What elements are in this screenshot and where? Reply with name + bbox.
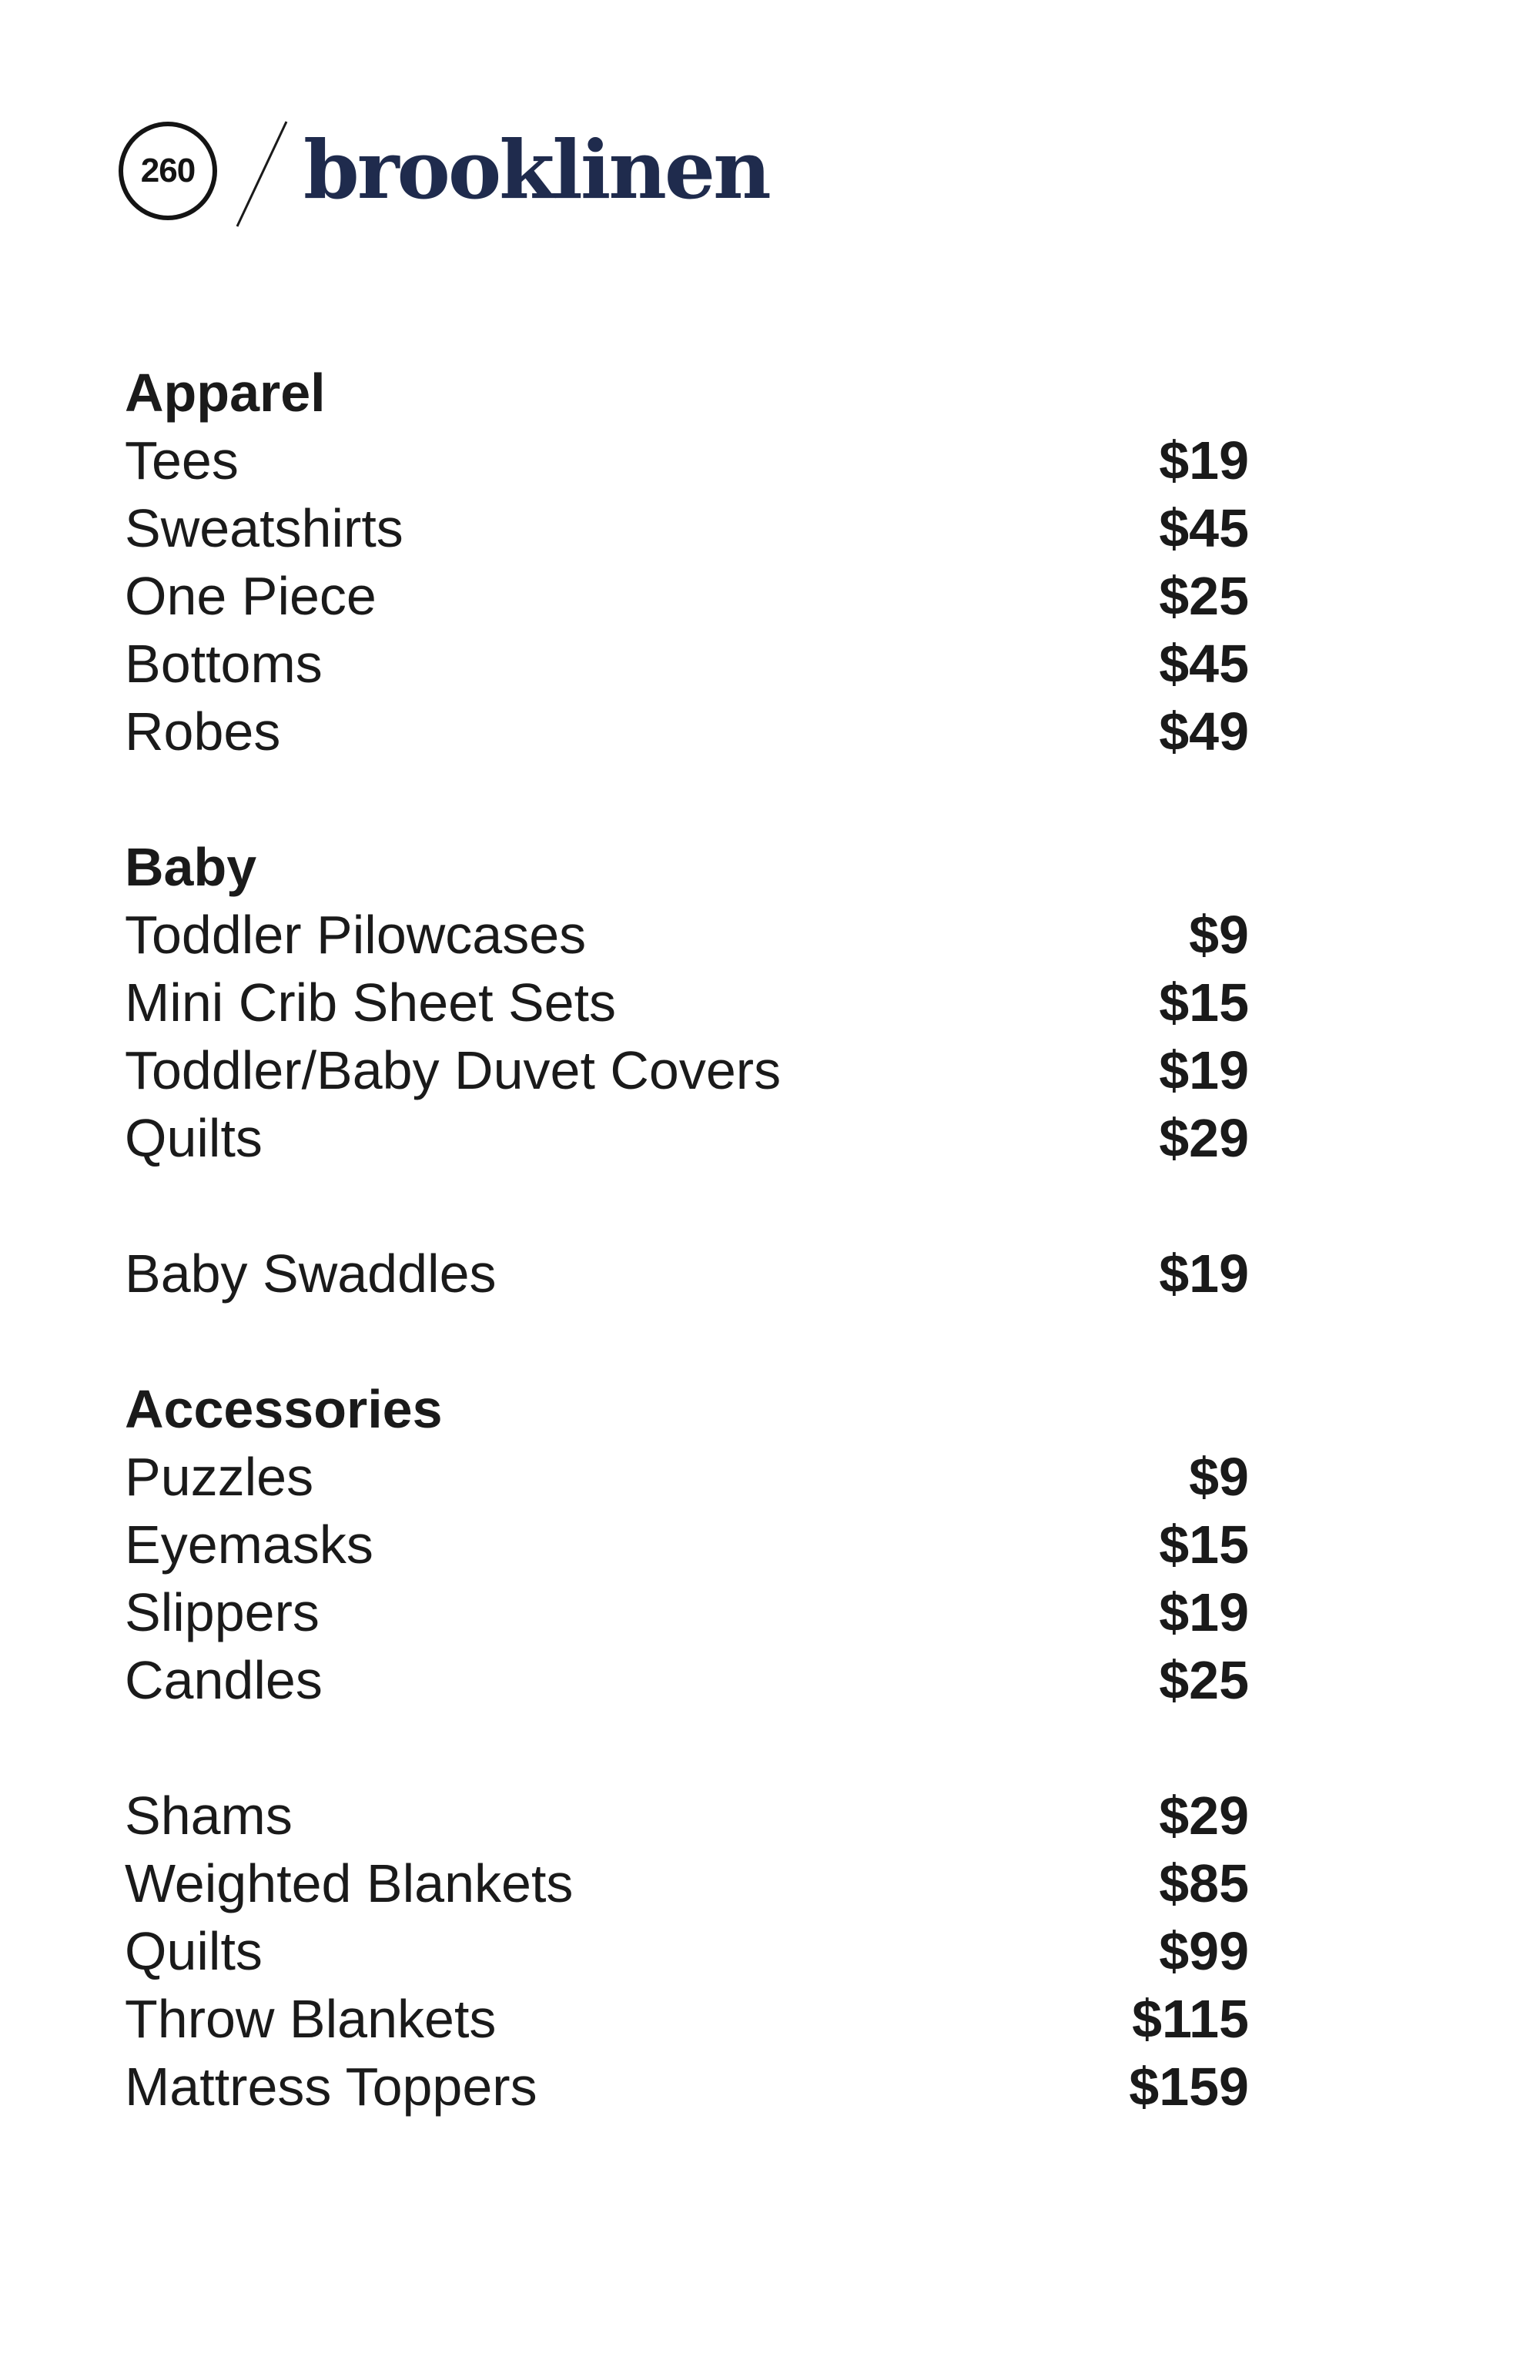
item-name: Mattress Toppers [125, 2057, 537, 2117]
item-price: $25 [1159, 566, 1249, 626]
list-item [125, 1782, 1249, 1849]
item-price: $15 [1159, 1515, 1249, 1575]
item-price: $159 [1129, 2057, 1249, 2117]
list-item [125, 969, 1249, 1036]
item-price: $49 [1159, 701, 1249, 762]
section-baby [125, 833, 1249, 1172]
list-item [125, 1917, 1249, 1985]
item-name: Puzzles [125, 1447, 314, 1507]
item-name: Robes [125, 701, 281, 762]
list-item [125, 494, 1249, 562]
item-price: $19 [1159, 1040, 1249, 1100]
item-price: $15 [1159, 972, 1249, 1033]
section-heading: Accessories [125, 1379, 443, 1439]
list-item [125, 630, 1249, 698]
item-name: Toddler/Baby Duvet Covers [125, 1040, 782, 1100]
logo-header [119, 119, 812, 234]
item-name: Eyemasks [125, 1515, 373, 1575]
list-item [125, 1511, 1249, 1578]
item-name: Tees [125, 430, 239, 490]
item-price: $85 [1159, 1853, 1249, 1913]
item-price: $45 [1159, 634, 1249, 694]
section-heading: Baby [125, 837, 257, 897]
item-name: Weighted Blankets [125, 1853, 574, 1913]
item-price: $115 [1132, 1989, 1249, 2049]
item-name: Sweatshirts [125, 498, 403, 558]
item-name: Quilts [125, 1921, 263, 1981]
item-price: $19 [1159, 1244, 1249, 1304]
item-name: Baby Swaddles [125, 1244, 497, 1304]
item-price: $29 [1159, 1108, 1249, 1168]
item-name: Throw Blankets [125, 1989, 497, 2049]
item-name: Slippers [125, 1582, 320, 1642]
item-name: Candles [125, 1650, 323, 1710]
badge-number-260 [119, 122, 217, 220]
item-price: $19 [1159, 430, 1249, 490]
price-list [125, 359, 1249, 2188]
list-item [125, 1985, 1249, 2053]
item-name: Bottoms [125, 634, 323, 694]
item-name: Quilts [125, 1108, 263, 1168]
section-apparel [125, 359, 1249, 765]
list-item [125, 1036, 1249, 1104]
section-heading: Apparel [125, 363, 326, 423]
list-item [125, 427, 1249, 494]
list-item [125, 698, 1249, 765]
item-price: $29 [1159, 1786, 1249, 1846]
item-price: $19 [1159, 1582, 1249, 1642]
brand-logo: brooklinen [303, 122, 769, 217]
item-name: Toddler Pilowcases [125, 905, 587, 965]
item-price: $9 [1189, 1447, 1249, 1507]
badge-number: 260 [140, 152, 196, 189]
list-item [125, 1104, 1249, 1172]
section-home [125, 1782, 1249, 2121]
list-item [125, 1443, 1249, 1511]
item-price: $45 [1159, 498, 1249, 558]
list-item [125, 1240, 1249, 1307]
item-name: Mini Crib Sheet Sets [125, 972, 617, 1033]
list-item [125, 562, 1249, 630]
section-accessories [125, 1375, 1249, 1714]
list-item [125, 1578, 1249, 1646]
list-item [125, 1849, 1249, 1917]
section-baby-swaddles [125, 1240, 1249, 1307]
item-name: One Piece [125, 566, 377, 626]
list-item [125, 2053, 1249, 2121]
item-name: Shams [125, 1786, 293, 1846]
item-price: $99 [1159, 1921, 1249, 1981]
list-item [125, 901, 1249, 969]
slash-divider-icon [231, 119, 300, 234]
item-price: $25 [1159, 1650, 1249, 1710]
list-item [125, 1646, 1249, 1714]
item-price: $9 [1189, 905, 1249, 965]
